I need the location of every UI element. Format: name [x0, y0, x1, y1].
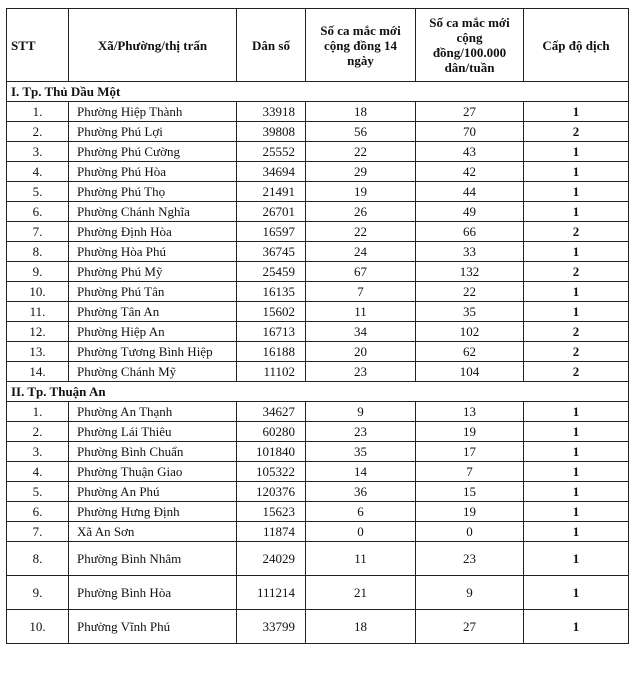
- cell-stt: 7.: [7, 522, 69, 542]
- cell-unit-name: Phường Bình Nhâm: [69, 542, 237, 576]
- header-row: [7, 9, 629, 82]
- cell-population: 16188: [237, 342, 306, 362]
- cell-stt: 2.: [7, 422, 69, 442]
- section-row: [7, 82, 629, 102]
- cell-unit-name: Phường An Phú: [69, 482, 237, 502]
- cell-stt: 7.: [7, 222, 69, 242]
- cell-stt: 3.: [7, 142, 69, 162]
- cell-population: 36745: [237, 242, 306, 262]
- table-row: [7, 162, 629, 182]
- cell-stt: 2.: [7, 122, 69, 142]
- cell-stt: 8.: [7, 242, 69, 262]
- cell-population: 16713: [237, 322, 306, 342]
- cell-epidemic-level: 2: [524, 342, 629, 362]
- cell-population: 25459: [237, 262, 306, 282]
- table-row: [7, 462, 629, 482]
- cell-unit-name: Phường Phú Tân: [69, 282, 237, 302]
- cell-cases-14-days: 67: [306, 262, 416, 282]
- cell-cases-per-100k: 70: [416, 122, 524, 142]
- cell-cases-14-days: 21: [306, 576, 416, 610]
- cell-stt: 9.: [7, 262, 69, 282]
- cell-unit-name: Phường Thuận Giao: [69, 462, 237, 482]
- cell-cases-per-100k: 27: [416, 610, 524, 644]
- table-row: [7, 442, 629, 462]
- cell-cases-per-100k: 104: [416, 362, 524, 382]
- cell-epidemic-level: 2: [524, 322, 629, 342]
- table-row: [7, 222, 629, 242]
- cell-epidemic-level: 1: [524, 282, 629, 302]
- cell-cases-per-100k: 62: [416, 342, 524, 362]
- table-row: [7, 522, 629, 542]
- cell-epidemic-level: 1: [524, 302, 629, 322]
- cell-epidemic-level: 1: [524, 102, 629, 122]
- cell-cases-14-days: 18: [306, 102, 416, 122]
- cell-unit-name: Phường Phú Hòa: [69, 162, 237, 182]
- cell-unit-name: Phường Vĩnh Phú: [69, 610, 237, 644]
- cell-unit-name: Phường Phú Mỹ: [69, 262, 237, 282]
- cell-cases-14-days: 9: [306, 402, 416, 422]
- cell-cases-14-days: 34: [306, 322, 416, 342]
- table-row: [7, 362, 629, 382]
- document-page: [6, 8, 628, 644]
- cell-stt: 11.: [7, 302, 69, 322]
- cell-epidemic-level: 1: [524, 576, 629, 610]
- cell-unit-name: Phường Tân An: [69, 302, 237, 322]
- cell-epidemic-level: 2: [524, 122, 629, 142]
- cell-stt: 3.: [7, 442, 69, 462]
- section-title: II. Tp. Thuận An: [7, 382, 629, 402]
- cell-stt: 5.: [7, 482, 69, 502]
- cell-cases-per-100k: 44: [416, 182, 524, 202]
- section-row: [7, 382, 629, 402]
- cell-unit-name: Phường Chánh Nghĩa: [69, 202, 237, 222]
- cell-epidemic-level: 1: [524, 402, 629, 422]
- cell-population: 25552: [237, 142, 306, 162]
- table-row: [7, 262, 629, 282]
- cell-population: 21491: [237, 182, 306, 202]
- cell-cases-per-100k: 0: [416, 522, 524, 542]
- cell-cases-per-100k: 17: [416, 442, 524, 462]
- cell-epidemic-level: 2: [524, 222, 629, 242]
- cell-cases-per-100k: 42: [416, 162, 524, 182]
- cell-epidemic-level: 1: [524, 182, 629, 202]
- cell-unit-name: Phường Hòa Phú: [69, 242, 237, 262]
- cell-population: 15602: [237, 302, 306, 322]
- cell-epidemic-level: 1: [524, 542, 629, 576]
- cell-epidemic-level: 1: [524, 482, 629, 502]
- cell-unit-name: Phường Lái Thiêu: [69, 422, 237, 442]
- cell-cases-per-100k: 7: [416, 462, 524, 482]
- cell-cases-per-100k: 19: [416, 422, 524, 442]
- cell-population: 60280: [237, 422, 306, 442]
- cell-unit-name: Phường Bình Chuẩn: [69, 442, 237, 462]
- cell-stt: 10.: [7, 282, 69, 302]
- header-cases-per-100k: Số ca mắc mới cộng đồng/100.000 dân/tuần: [416, 9, 524, 82]
- cell-stt: 9.: [7, 576, 69, 610]
- cell-unit-name: Phường Định Hòa: [69, 222, 237, 242]
- cell-cases-14-days: 26: [306, 202, 416, 222]
- cell-population: 24029: [237, 542, 306, 576]
- table-row: [7, 502, 629, 522]
- header-population: Dân số: [237, 9, 306, 82]
- cell-stt: 1.: [7, 102, 69, 122]
- cell-stt: 4.: [7, 462, 69, 482]
- table-row: [7, 182, 629, 202]
- cell-epidemic-level: 2: [524, 262, 629, 282]
- table-body: [7, 82, 629, 644]
- table-row: [7, 342, 629, 362]
- cell-stt: 8.: [7, 542, 69, 576]
- cell-stt: 1.: [7, 402, 69, 422]
- cell-unit-name: Phường Phú Lợi: [69, 122, 237, 142]
- cell-population: 26701: [237, 202, 306, 222]
- cell-cases-14-days: 23: [306, 422, 416, 442]
- cell-unit-name: Xã An Sơn: [69, 522, 237, 542]
- table-row: [7, 122, 629, 142]
- cell-cases-14-days: 24: [306, 242, 416, 262]
- cell-cases-per-100k: 132: [416, 262, 524, 282]
- cell-epidemic-level: 1: [524, 522, 629, 542]
- cell-unit-name: Phường Hiệp An: [69, 322, 237, 342]
- cell-cases-14-days: 7: [306, 282, 416, 302]
- cell-cases-per-100k: 13: [416, 402, 524, 422]
- cell-cases-14-days: 22: [306, 142, 416, 162]
- cell-cases-14-days: 35: [306, 442, 416, 462]
- table-row: [7, 242, 629, 262]
- cell-cases-per-100k: 22: [416, 282, 524, 302]
- cell-epidemic-level: 1: [524, 442, 629, 462]
- section-title: I. Tp. Thủ Dầu Một: [7, 82, 629, 102]
- cell-population: 33918: [237, 102, 306, 122]
- cell-stt: 10.: [7, 610, 69, 644]
- cell-cases-per-100k: 23: [416, 542, 524, 576]
- cell-unit-name: Phường Bình Hòa: [69, 576, 237, 610]
- cell-unit-name: Phường Tương Bình Hiệp: [69, 342, 237, 362]
- cell-epidemic-level: 1: [524, 610, 629, 644]
- cell-stt: 6.: [7, 202, 69, 222]
- cell-cases-per-100k: 27: [416, 102, 524, 122]
- cell-population: 11102: [237, 362, 306, 382]
- table-row: [7, 102, 629, 122]
- table-row: [7, 302, 629, 322]
- cell-cases-14-days: 56: [306, 122, 416, 142]
- cell-stt: 6.: [7, 502, 69, 522]
- cell-population: 16135: [237, 282, 306, 302]
- cell-stt: 12.: [7, 322, 69, 342]
- cell-cases-14-days: 14: [306, 462, 416, 482]
- header-stt: STT: [7, 9, 69, 82]
- cell-cases-per-100k: 66: [416, 222, 524, 242]
- cell-cases-14-days: 36: [306, 482, 416, 502]
- cell-cases-14-days: 11: [306, 542, 416, 576]
- cell-population: 11874: [237, 522, 306, 542]
- cell-cases-14-days: 23: [306, 362, 416, 382]
- cell-cases-14-days: 19: [306, 182, 416, 202]
- cell-stt: 4.: [7, 162, 69, 182]
- header-epidemic-level: Cấp độ dịch: [524, 9, 629, 82]
- cell-stt: 13.: [7, 342, 69, 362]
- cell-cases-per-100k: 9: [416, 576, 524, 610]
- cell-epidemic-level: 1: [524, 502, 629, 522]
- header-cases-14-days: Số ca mắc mới cộng đồng 14 ngày: [306, 9, 416, 82]
- cell-cases-per-100k: 33: [416, 242, 524, 262]
- cell-cases-14-days: 11: [306, 302, 416, 322]
- header-unit: Xã/Phường/thị trấn: [69, 9, 237, 82]
- table-row: [7, 422, 629, 442]
- cell-cases-per-100k: 15: [416, 482, 524, 502]
- cell-population: 16597: [237, 222, 306, 242]
- cell-epidemic-level: 1: [524, 242, 629, 262]
- cell-stt: 5.: [7, 182, 69, 202]
- table-row: [7, 402, 629, 422]
- cell-population: 105322: [237, 462, 306, 482]
- cell-stt: 14.: [7, 362, 69, 382]
- table-row: [7, 482, 629, 502]
- cell-unit-name: Phường Phú Thọ: [69, 182, 237, 202]
- cell-cases-14-days: 0: [306, 522, 416, 542]
- cell-cases-14-days: 22: [306, 222, 416, 242]
- cell-epidemic-level: 1: [524, 462, 629, 482]
- cell-unit-name: Phường Chánh Mỹ: [69, 362, 237, 382]
- cell-cases-per-100k: 35: [416, 302, 524, 322]
- cell-population: 101840: [237, 442, 306, 462]
- cell-population: 15623: [237, 502, 306, 522]
- cell-population: 111214: [237, 576, 306, 610]
- table-row: [7, 610, 629, 644]
- table-row: [7, 322, 629, 342]
- cell-population: 39808: [237, 122, 306, 142]
- cell-population: 120376: [237, 482, 306, 502]
- cell-cases-per-100k: 102: [416, 322, 524, 342]
- cell-population: 34694: [237, 162, 306, 182]
- cell-cases-14-days: 20: [306, 342, 416, 362]
- cell-population: 34627: [237, 402, 306, 422]
- cell-unit-name: Phường Hưng Định: [69, 502, 237, 522]
- cell-population: 33799: [237, 610, 306, 644]
- table-row: [7, 282, 629, 302]
- epidemic-level-table: [6, 8, 629, 644]
- cell-epidemic-level: 1: [524, 422, 629, 442]
- cell-unit-name: Phường Hiệp Thành: [69, 102, 237, 122]
- cell-unit-name: Phường Phú Cường: [69, 142, 237, 162]
- table-row: [7, 202, 629, 222]
- cell-epidemic-level: 1: [524, 162, 629, 182]
- cell-cases-per-100k: 49: [416, 202, 524, 222]
- cell-cases-14-days: 18: [306, 610, 416, 644]
- cell-unit-name: Phường An Thạnh: [69, 402, 237, 422]
- table-row: [7, 576, 629, 610]
- cell-cases-14-days: 6: [306, 502, 416, 522]
- table-row: [7, 542, 629, 576]
- cell-epidemic-level: 1: [524, 142, 629, 162]
- cell-epidemic-level: 1: [524, 202, 629, 222]
- cell-cases-14-days: 29: [306, 162, 416, 182]
- cell-cases-per-100k: 19: [416, 502, 524, 522]
- table-row: [7, 142, 629, 162]
- cell-epidemic-level: 2: [524, 362, 629, 382]
- cell-cases-per-100k: 43: [416, 142, 524, 162]
